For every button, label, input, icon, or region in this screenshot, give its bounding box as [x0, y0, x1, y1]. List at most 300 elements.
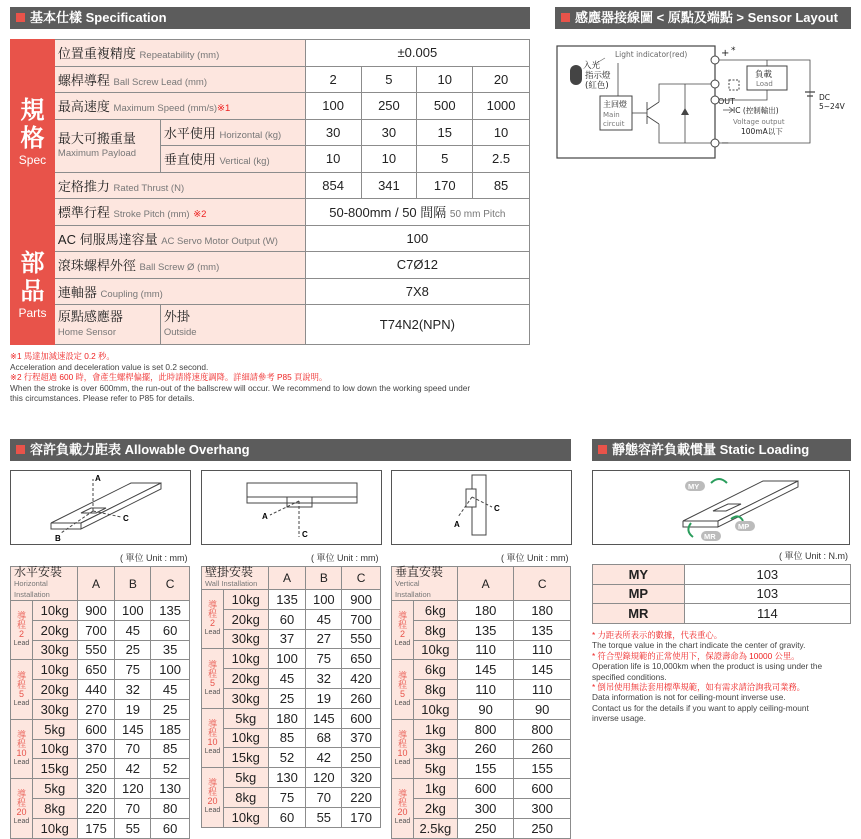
payload-h-value: 30 — [361, 119, 417, 146]
table-row — [11, 818, 190, 838]
value-cell: 600 — [514, 779, 571, 799]
table-row — [392, 640, 571, 660]
table-row — [202, 787, 381, 807]
weight-cell: 1kg — [413, 779, 457, 799]
note-line: specified conditions. — [592, 671, 667, 682]
lead-char: 程 — [207, 609, 217, 620]
lead-value: 10 — [207, 736, 218, 747]
install-type-header — [392, 567, 458, 601]
lead-cell — [11, 601, 33, 660]
payload-h-label: 水平使用 Horizontal (kg) — [160, 119, 305, 146]
payload-v-value: 10 — [361, 146, 417, 173]
terminal-minus — [711, 139, 719, 147]
install-type-zh: 水平安裝 — [14, 565, 63, 579]
moment-header — [592, 439, 851, 461]
weight-cell: 10kg — [223, 649, 268, 669]
value-cell: 85 — [268, 728, 306, 748]
value-cell: 650 — [77, 660, 115, 680]
horizontal-diagram — [10, 470, 191, 545]
weight-cell: 10kg — [413, 699, 457, 719]
diode-icon — [681, 108, 689, 115]
spec-notes — [10, 351, 535, 404]
main-circuit-en1: Main — [603, 111, 620, 119]
group-spec-en: Spec — [18, 153, 47, 168]
weight-cell: 10kg — [223, 807, 268, 827]
value-cell: 145 — [514, 660, 571, 680]
value-cell: 120 — [306, 768, 342, 788]
lead-text: Lead — [394, 818, 411, 826]
lead-char: 導 — [207, 778, 217, 789]
weight-cell: 15kg — [32, 759, 77, 779]
note-line: this circumstances. Please refer to P85 for details. — [10, 393, 195, 404]
lead-value: 2 — [305, 66, 361, 93]
weight-cell: 8kg — [413, 680, 457, 700]
value-cell: 600 — [457, 779, 514, 799]
horizontal-table — [10, 566, 190, 839]
vertical-tbody — [392, 567, 571, 839]
weight-cell: 20kg — [32, 620, 77, 640]
current-label: 100mA以下 — [741, 127, 783, 136]
weight-cell: 20kg — [32, 680, 77, 700]
value-cell: 110 — [457, 640, 514, 660]
lead-cell — [202, 590, 224, 649]
coupling-value: 7X8 — [305, 278, 529, 305]
value-cell: 300 — [457, 798, 514, 818]
row-lead-label: 螺桿導程 Ball Screw Lead (mm) — [54, 66, 305, 93]
value-cell: 60 — [268, 807, 306, 827]
payload-h-value: 30 — [305, 119, 361, 146]
value-cell: 25 — [151, 699, 190, 719]
payload-v-value: 5 — [417, 146, 473, 173]
group-parts-en: Parts — [18, 305, 47, 320]
label-a: A — [95, 474, 101, 483]
ic-label: IC (控制輸出) — [733, 106, 779, 115]
install-type-en: Horizontal Installation — [14, 579, 50, 599]
lead-char: 導 — [207, 718, 217, 729]
asterisk-sign: * — [731, 46, 736, 56]
lead-value: 10 — [16, 747, 27, 758]
lead-char: 導 — [397, 729, 407, 740]
lead-text: Lead — [204, 747, 221, 755]
value-cell: 45 — [115, 620, 151, 640]
weight-cell: 2.5kg — [413, 818, 457, 838]
weight-cell: 30kg — [32, 640, 77, 660]
note-line: Operation life is 10,000km when the product is using under the — [592, 661, 823, 672]
value-cell: 35 — [151, 640, 190, 660]
led-label-3: (紅色) — [585, 81, 609, 91]
lead-value: 10 — [397, 747, 408, 758]
unit-label: ( 單位 Unit : mm) — [501, 553, 569, 563]
header-row — [392, 567, 571, 601]
minus-sign: − — [721, 138, 730, 149]
label-mp: MP — [738, 522, 750, 531]
header-marker — [598, 445, 607, 454]
stroke-value: 50-800mm / 50 間隔 50 mm Pitch — [305, 199, 529, 226]
value-cell: 90 — [514, 699, 571, 719]
column-header: B — [306, 567, 342, 590]
note-line: * 倒吊使用無法套用標準規範，如有需求請洽詢我司業務。 — [592, 682, 805, 693]
value-cell: 185 — [151, 719, 190, 739]
column-header: A — [268, 567, 306, 590]
weight-cell: 10kg — [32, 660, 77, 680]
value-cell: 75 — [268, 787, 306, 807]
unit-label: ( 單位 Unit : mm) — [311, 553, 379, 563]
value-cell: 250 — [342, 748, 381, 768]
thrust-value: 341 — [361, 172, 417, 199]
label-my: MY — [688, 482, 700, 491]
value-cell: 320 — [77, 779, 115, 799]
table-row — [392, 680, 571, 700]
table-row — [392, 719, 571, 739]
lead-value: 2 — [18, 629, 24, 640]
row-stroke-label: 標準行程 Stroke Pitch (mm) ※2 — [54, 199, 305, 226]
weight-cell: 6kg — [413, 660, 457, 680]
payload-h-value: 10 — [473, 119, 530, 146]
value-cell: 300 — [514, 798, 571, 818]
lead-text: Lead — [394, 758, 411, 766]
table-row — [202, 708, 381, 728]
weight-cell: 30kg — [32, 699, 77, 719]
speed-value: 100 — [305, 93, 361, 120]
lead-char: 導 — [16, 729, 26, 740]
value-cell: 155 — [457, 759, 514, 779]
table-row — [11, 680, 190, 700]
value-cell: 25 — [268, 688, 306, 708]
value-cell: 700 — [77, 620, 115, 640]
horizontal-tbody — [11, 567, 190, 839]
wall-diagram — [201, 470, 382, 545]
install-type-header — [202, 567, 269, 590]
table-row — [392, 660, 571, 680]
overhang-title-zh: 容許負載力距表 — [30, 442, 122, 457]
value-cell: 220 — [77, 798, 115, 818]
sensor-wiring-diagram — [555, 40, 855, 160]
weight-cell: 20kg — [223, 609, 268, 629]
payload-v-label: 垂直使用 Vertical (kg) — [160, 146, 305, 173]
table-row — [11, 739, 190, 759]
row-speed-label: 最高速度 Maximum Speed (mm/s)※1 — [54, 93, 305, 120]
lead-cell — [11, 719, 33, 778]
payload-v-value: 10 — [305, 146, 361, 173]
label-c: C — [123, 514, 129, 523]
row-repeat-value: ±0.005 — [305, 40, 529, 67]
column-header: C — [514, 567, 571, 601]
column-header: C — [151, 567, 190, 601]
value-cell: 440 — [77, 680, 115, 700]
install-type-zh: 壁掛安裝 — [205, 565, 254, 579]
value-cell: 110 — [514, 680, 571, 700]
value-cell: 60 — [151, 818, 190, 838]
table-row — [11, 779, 190, 799]
weight-cell: 10kg — [223, 590, 268, 610]
lead-char: 導 — [397, 670, 407, 681]
value-cell: 45 — [268, 669, 306, 689]
lead-char: 程 — [207, 668, 217, 679]
row-thrust-label: 定格推力 Rated Thrust (N) — [54, 172, 305, 199]
lead-value: 5 — [18, 688, 24, 699]
value-cell: 120 — [115, 779, 151, 799]
value-cell: 135 — [514, 620, 571, 640]
weight-cell: 20kg — [223, 669, 268, 689]
group-spec — [11, 40, 55, 226]
table-row — [202, 629, 381, 649]
moment-key: MR — [593, 604, 685, 624]
lead-char: 程 — [397, 798, 407, 809]
value-cell: 100 — [151, 660, 190, 680]
lead-cell — [202, 708, 224, 767]
moment-unit: ( 單位 Unit : N.m) — [779, 551, 848, 561]
value-cell: 135 — [151, 601, 190, 621]
lead-cell — [202, 649, 224, 708]
value-cell: 70 — [115, 798, 151, 818]
lead-char: 程 — [16, 620, 26, 631]
overhang-header — [10, 439, 571, 461]
dc-label: DC — [819, 93, 831, 102]
moment-value: 114 — [684, 604, 850, 624]
row-motor-label: AC 伺服馬達容量 AC Servo Motor Output (W) — [54, 225, 305, 252]
table-row — [202, 590, 381, 610]
value-cell: 260 — [514, 739, 571, 759]
weight-cell: 8kg — [32, 798, 77, 818]
weight-cell: 10kg — [32, 739, 77, 759]
value-cell: 32 — [306, 669, 342, 689]
load-zh: 負載 — [755, 70, 773, 80]
weight-cell: 10kg — [413, 640, 457, 660]
value-cell: 700 — [342, 609, 381, 629]
value-cell: 135 — [268, 590, 306, 610]
vertical-table — [391, 566, 571, 839]
main-circuit-zh: 主回燈 — [603, 100, 627, 109]
main-circuit-en2: circuit — [603, 120, 625, 128]
value-cell: 180 — [268, 708, 306, 728]
value-cell: 68 — [306, 728, 342, 748]
value-cell: 170 — [342, 807, 381, 827]
weight-cell: 1kg — [413, 719, 457, 739]
note-line: Contact us for the details if you want to apply ceiling-mount — [592, 702, 809, 713]
value-cell: 70 — [306, 787, 342, 807]
value-cell: 180 — [514, 601, 571, 621]
value-cell: 800 — [514, 719, 571, 739]
weight-cell: 10kg — [223, 728, 268, 748]
moment-value: 103 — [684, 584, 850, 604]
lead-cell — [392, 660, 414, 719]
lead-value: 5 — [361, 66, 417, 93]
header-marker — [16, 445, 25, 454]
lead-value: 20 — [207, 796, 218, 807]
lead-char: 程 — [16, 679, 26, 690]
value-cell: 800 — [457, 719, 514, 739]
weight-cell: 10kg — [32, 818, 77, 838]
table-row — [202, 768, 381, 788]
note-line: * 力距表所表示的數據，代表重心。 — [592, 630, 722, 640]
value-cell: 370 — [77, 739, 115, 759]
payload-h-value: 15 — [417, 119, 473, 146]
vertical-diagram — [391, 470, 572, 545]
label-a: A — [454, 520, 460, 529]
value-cell: 70 — [115, 739, 151, 759]
value-cell: 42 — [115, 759, 151, 779]
value-cell: 135 — [457, 620, 514, 640]
install-type-header — [11, 567, 78, 601]
led-label-2: 指示燈 — [585, 71, 611, 81]
moment-row — [593, 604, 851, 624]
value-cell: 250 — [457, 818, 514, 838]
voltage-output: Voltage output — [733, 118, 785, 126]
note-line: * 符合型錄規範的正常使用下，保證壽命為 10000 公里。 — [592, 650, 800, 661]
plus-sign: + — [721, 48, 730, 59]
note-line: Data information is not for ceiling-mount inverse use. — [592, 692, 786, 703]
value-cell: 550 — [77, 640, 115, 660]
led-icon — [570, 65, 582, 85]
value-cell: 75 — [306, 649, 342, 669]
lead-text: Lead — [394, 699, 411, 707]
moment-key: MY — [593, 565, 685, 585]
install-type-zh: 垂直安裝 — [395, 565, 444, 579]
lead-char: 程 — [397, 620, 407, 631]
lead-cell — [392, 719, 414, 778]
weight-cell: 30kg — [223, 688, 268, 708]
lead-cell — [11, 660, 33, 719]
value-cell: 900 — [342, 590, 381, 610]
value-cell: 37 — [268, 629, 306, 649]
value-cell: 175 — [77, 818, 115, 838]
label-mr: MR — [704, 532, 716, 541]
lead-char: 導 — [397, 789, 407, 800]
table-row — [392, 779, 571, 799]
value-cell: 600 — [342, 708, 381, 728]
lead-char: 程 — [397, 679, 407, 690]
value-cell: 52 — [151, 759, 190, 779]
value-cell: 260 — [342, 688, 381, 708]
value-cell: 145 — [115, 719, 151, 739]
row-screw-label: 滾珠螺桿外徑 Ball Screw Ø (mm) — [54, 252, 305, 279]
note-line: When the stroke is over 600mm, the run-out of the ballscrew will occur. We recommend to low down the working speed under — [10, 382, 471, 393]
value-cell: 145 — [306, 708, 342, 728]
moment-title-zh: 靜態容許負載慣量 — [612, 442, 717, 457]
table-row — [392, 601, 571, 621]
value-cell: 45 — [151, 680, 190, 700]
value-cell: 900 — [77, 601, 115, 621]
lead-text: Lead — [204, 688, 221, 696]
lead-text: Lead — [204, 807, 221, 815]
lead-value: 20 — [473, 66, 530, 93]
note-line: Acceleration and deceleration value is set 0.2 second. — [10, 361, 209, 372]
table-row — [202, 688, 381, 708]
lead-char: 導 — [16, 670, 26, 681]
moment-key: MP — [593, 584, 685, 604]
thrust-value: 170 — [417, 172, 473, 199]
value-cell: 75 — [115, 660, 151, 680]
table-row — [202, 609, 381, 629]
table-row — [202, 807, 381, 827]
header-row — [11, 567, 190, 601]
lead-char: 程 — [16, 798, 26, 809]
weight-cell: 6kg — [413, 601, 457, 621]
value-cell: 80 — [151, 798, 190, 818]
value-cell: 180 — [457, 601, 514, 621]
column-header: C — [342, 567, 381, 590]
lead-char: 導 — [397, 611, 407, 622]
dc-voltage: 5~24V — [819, 102, 845, 111]
weight-cell: 8kg — [223, 787, 268, 807]
table-row — [392, 739, 571, 759]
table-row — [11, 719, 190, 739]
row-coupling-label: 連軸器 Coupling (mm) — [54, 278, 305, 305]
unit-label: ( 單位 Unit : mm) — [120, 553, 188, 563]
lead-text: Lead — [13, 758, 30, 766]
header-marker — [16, 13, 25, 22]
value-cell: 370 — [342, 728, 381, 748]
light-indicator-text: Light indicator(red) — [615, 50, 688, 59]
table-row — [11, 699, 190, 719]
table-row — [202, 728, 381, 748]
wall-table — [201, 566, 381, 828]
motor-value: 100 — [305, 225, 529, 252]
lead-value: 5 — [399, 688, 405, 699]
value-cell: 650 — [342, 649, 381, 669]
moment-table — [592, 564, 851, 624]
thrust-value: 854 — [305, 172, 361, 199]
table-row — [392, 798, 571, 818]
value-cell: 220 — [342, 787, 381, 807]
weight-cell: 5kg — [32, 719, 77, 739]
column-header: B — [115, 567, 151, 601]
lead-cell — [392, 601, 414, 660]
spec-table — [10, 39, 530, 345]
table-row — [11, 660, 190, 680]
table-row — [392, 759, 571, 779]
value-cell: 110 — [514, 640, 571, 660]
terminal-plus — [711, 56, 719, 64]
sensor-value: T74N2(NPN) — [305, 305, 529, 345]
lead-value: 2 — [399, 629, 405, 640]
weight-cell: 5kg — [413, 759, 457, 779]
led-label-1: 入光 — [583, 61, 601, 71]
value-cell: 600 — [77, 719, 115, 739]
note-line: ※2 行程超過 600 時，會產生螺桿偏擺，此時請將速度調降。詳細請參考 P85 頁說明。 — [10, 372, 328, 383]
spec-header — [10, 7, 530, 29]
value-cell: 420 — [342, 669, 381, 689]
weight-cell: 8kg — [413, 620, 457, 640]
value-cell: 250 — [514, 818, 571, 838]
spec-title-zh: 基本仕樣 — [30, 10, 83, 25]
lead-cell — [202, 768, 224, 827]
payload-v-value: 2.5 — [473, 146, 530, 173]
lead-text: Lead — [13, 640, 30, 648]
value-cell: 100 — [268, 649, 306, 669]
moment-row — [593, 565, 851, 585]
speed-value: 250 — [361, 93, 417, 120]
note-line: ※1 馬達加減速設定 0.2 秒。 — [10, 351, 115, 361]
moment-value: 103 — [684, 565, 850, 585]
note-line: The torque value in the chart indicate the center of gravity. — [592, 640, 806, 651]
weight-cell: 5kg — [223, 768, 268, 788]
weight-cell: 15kg — [223, 748, 268, 768]
column-header: A — [77, 567, 115, 601]
screw-value: C7Ø12 — [305, 252, 529, 279]
table-row — [202, 669, 381, 689]
value-cell: 19 — [115, 699, 151, 719]
row-repeat-label: 位置重複精度 Repeatability (mm) — [54, 40, 305, 67]
lead-char: 程 — [16, 738, 26, 749]
weight-cell: 10kg — [32, 601, 77, 621]
transistor-icon — [647, 102, 659, 124]
install-type-en: Wall Installation — [205, 579, 258, 588]
label-b: B — [55, 534, 61, 543]
wall-tbody — [202, 567, 381, 828]
value-cell: 130 — [268, 768, 306, 788]
lead-text: Lead — [13, 818, 30, 826]
